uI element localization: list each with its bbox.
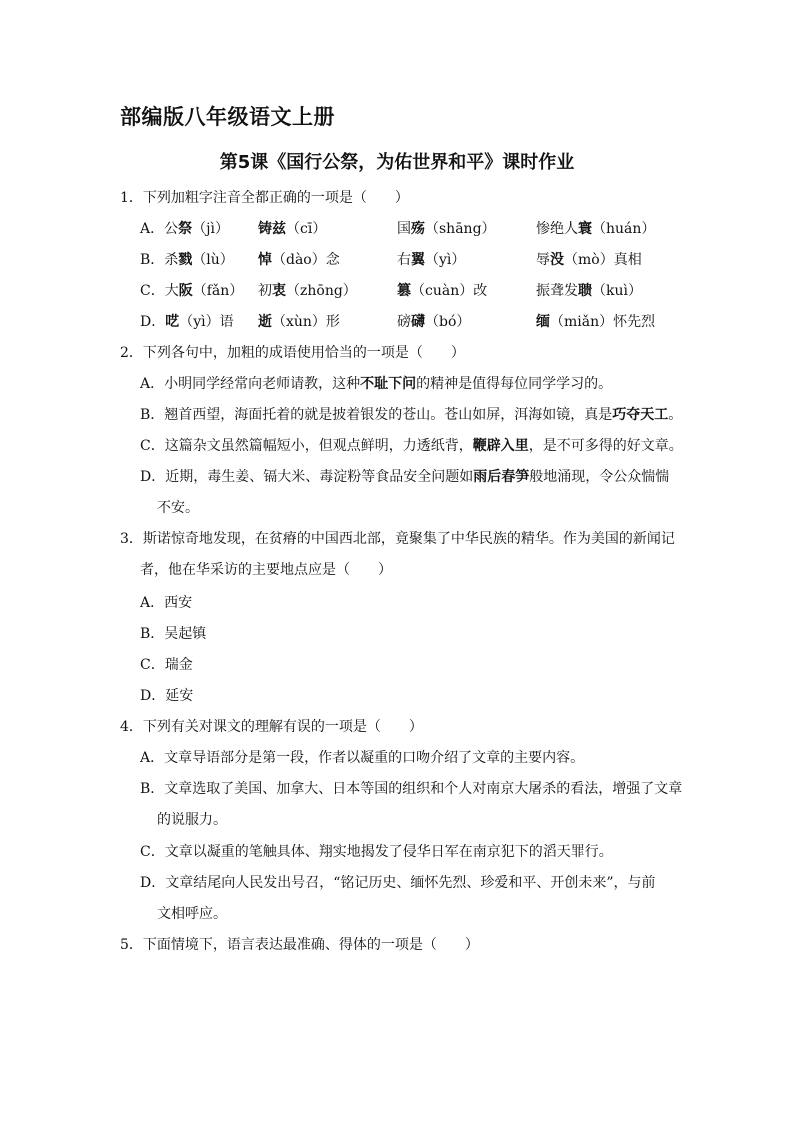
q1-b-cell-1: B．杀戮（lù） [140, 252, 234, 268]
q2-option-d-continued: 不安。 [157, 500, 199, 516]
q1-d-cell-2: 逝（xùn）形 [258, 314, 340, 330]
q1-b-cell-3: 右翼（yì） [397, 252, 466, 268]
q4-option-d: D．文章结尾向人民发出号召，“铭记历史、缅怀先烈、珍爱和平、开创未来”，与前 [140, 875, 656, 891]
q3-option-b: B．吴起镇 [140, 626, 207, 642]
q1-a-cell-1: A．公祭（jì） [140, 221, 229, 237]
q2-option-d: D．近期，毒生姜、镉大米、毒淀粉等食品安全问题如雨后春笋般地涌现，令公众惴惴 [140, 469, 670, 485]
q1-c-cell-3: 篡（cuàn）改 [397, 283, 488, 299]
q2-option-c: C．这篇杂文虽然篇幅短小，但观点鲜明，力透纸背，鞭辟入里，是不可多得的好文章。 [140, 438, 683, 454]
q3-option-a: A．西安 [140, 595, 193, 611]
q3-option-d: D．延安 [140, 688, 194, 704]
q1-a-cell-2: 铸兹（cī） [258, 221, 327, 237]
q1-b-cell-4: 辱没（mò）真相 [536, 252, 642, 268]
question-3-stem-continued: 者，他在华采访的主要地点应是（ ） [140, 562, 392, 578]
q4-option-b: B．文章选取了美国、加拿大、日本等国的组织和个人对南京大屠杀的看法，增强了文章 [140, 781, 683, 797]
q1-d-cell-4: 缅（miǎn）怀先烈 [536, 314, 656, 330]
q3-option-c: C．瑞金 [140, 657, 193, 673]
q4-option-c: C．文章以凝重的笔触具体、翔实地揭发了侵华日军在南京犯下的滔天罪行。 [140, 844, 613, 860]
q2-option-a: A．小明同学经常向老师请教，这种不耻下问的精神是值得每位同学学习的。 [140, 376, 613, 392]
q2-option-b: B．翘首西望，海面托着的就是披着银发的苍山。苍山如屏，洱海如镜，真是巧夺天工。 [140, 407, 683, 423]
question-2-stem: 2．下列各句中，加粗的成语使用恰当的一项是（ ） [120, 345, 465, 361]
q1-c-cell-2: 初衷（zhōng） [258, 283, 357, 299]
question-3-stem: 3．斯诺惊奇地发现，在贫瘠的中国西北部，竟聚集了中华民族的精华。作为美国的新闻记 [120, 531, 675, 547]
question-5-stem: 5．下面情境下，语言表达最准确、得体的一项是（ ） [120, 937, 479, 953]
q1-d-cell-1: D．呓（yì）语 [140, 314, 234, 330]
document-title: 部编版八年级语文上册 [120, 105, 335, 129]
question-1-stem: 1．下列加粗字注音全都正确的一项是（ ） [120, 190, 409, 206]
q1-a-cell-4: 惨绝人寰（huán） [536, 221, 656, 237]
q4-option-a: A．文章导语部分是第一段，作者以凝重的口吻介绍了文章的主要内容。 [140, 750, 585, 766]
q4-option-d-continued: 文相呼应。 [157, 906, 227, 922]
lesson-title: 第5课《国行公祭，为佑世界和平》课时作业 [219, 152, 575, 173]
q1-a-cell-3: 国殇（shāng） [397, 221, 496, 237]
question-4-stem: 4．下列有关对课文的理解有误的一项是（ ） [120, 719, 423, 735]
q1-b-cell-2: 悼（dào）念 [258, 252, 340, 268]
q1-c-cell-1: C．大阪（fǎn） [140, 283, 244, 299]
q4-option-b-continued: 的说服力。 [157, 812, 227, 828]
q1-d-cell-3: 磅礴（bó） [397, 314, 471, 330]
q1-c-cell-4: 振聋发聩（kuì） [536, 283, 642, 299]
